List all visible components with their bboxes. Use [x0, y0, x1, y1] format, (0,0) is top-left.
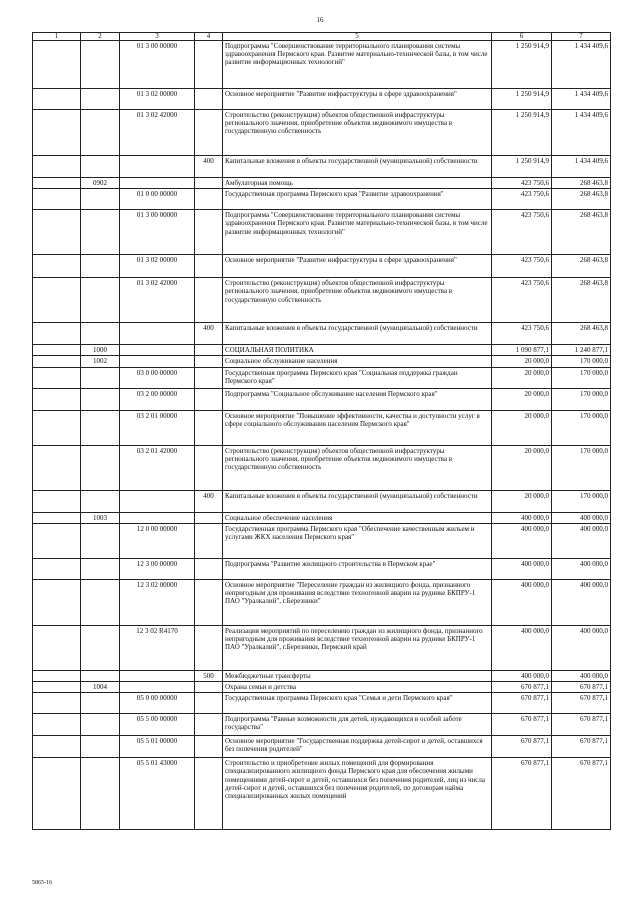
- section-code: [81, 210, 120, 255]
- amount-col7: 670 877,1: [552, 736, 611, 758]
- amount-col7: 170 000,0: [552, 356, 611, 367]
- col1-cell: [33, 736, 81, 758]
- section-code: [81, 189, 120, 210]
- section-code: [81, 156, 120, 178]
- amount-col7: 170 000,0: [552, 490, 611, 512]
- table-row: [33, 682, 611, 693]
- amount-col6: 423 750,6: [492, 178, 552, 189]
- item-name: Подпрограмма "Совершенствование территориального планирования системы здравоохранения Пермского края. Развитие материально-технической базы, в том числе развитие информационных технологий": [223, 41, 492, 89]
- amount-col7: 400 000,0: [552, 512, 611, 523]
- amount-col7: 400 000,0: [552, 579, 611, 625]
- col1-cell: [33, 714, 81, 736]
- amount-col6: 670 877,1: [492, 693, 552, 714]
- expense-type-code: [195, 512, 223, 523]
- expense-type-code: 400: [195, 323, 223, 345]
- table-row: [33, 670, 611, 681]
- col1-cell: [33, 41, 81, 89]
- item-name: Капитальные вложения в объекты государственной (муниципальной) собственности: [223, 490, 492, 512]
- item-name: Капитальные вложения в объекты государственной (муниципальной) собственности: [223, 156, 492, 178]
- col1-cell: [33, 523, 81, 558]
- target-article-code: 01 3 00 00000: [120, 210, 195, 255]
- column-header: 1: [33, 33, 81, 41]
- section-code: 1003: [81, 512, 120, 523]
- amount-col7: 170 000,0: [552, 410, 611, 445]
- item-name: Государственная программа Пермского края "Семья и дети Пермского края": [223, 693, 492, 714]
- target-article-code: 01 3 02 42000: [120, 278, 195, 323]
- col1-cell: [33, 670, 81, 681]
- table-row: [33, 512, 611, 523]
- table-row: [33, 579, 611, 625]
- amount-col6: 20 000,0: [492, 367, 552, 388]
- amount-col6: 1 250 914,9: [492, 110, 552, 156]
- amount-col6: 1 090 877,1: [492, 345, 552, 356]
- section-code: [81, 670, 120, 681]
- col1-cell: [33, 388, 81, 410]
- item-name: Социальное обеспечение населения: [223, 512, 492, 523]
- amount-col7: 1 434 409,6: [552, 41, 611, 89]
- expense-type-code: [195, 579, 223, 625]
- amount-col6: 1 250 914,9: [492, 156, 552, 178]
- target-article-code: [120, 178, 195, 189]
- amount-col7: 400 000,0: [552, 670, 611, 681]
- expense-type-code: [195, 736, 223, 758]
- item-name: Строительство и приобретение жилых помещений для формирования специализированного жилищного фонда Пермского края для обеспечения жилыми помещениями детей-сирот и детей, оставшихся без попечения родителей, лиц из числа детей-сирот и детей, оставшихся без попечения родителей, по договорам найма специализированных жилых помещений: [223, 758, 492, 830]
- section-code: [81, 758, 120, 830]
- col1-cell: [33, 278, 81, 323]
- amount-col6: 670 877,1: [492, 682, 552, 693]
- expense-type-code: [195, 682, 223, 693]
- amount-col7: 268 463,8: [552, 210, 611, 255]
- table-row: [33, 278, 611, 323]
- section-code: [81, 523, 120, 558]
- amount-col6: 20 000,0: [492, 388, 552, 410]
- col1-cell: [33, 512, 81, 523]
- amount-col6: 423 750,6: [492, 189, 552, 210]
- item-name: Основное мероприятие "Переселение граждан из жилищного фонда, признанного непригодным для проживания вследствие техногенной аварии на руднике БКПРУ-1 ПАО "Уралкалий", г.Березники": [223, 579, 492, 625]
- item-name: Капитальные вложения в объекты государственной (муниципальной) собственности: [223, 323, 492, 345]
- section-code: [81, 579, 120, 625]
- table-row: [33, 388, 611, 410]
- expense-type-code: [195, 255, 223, 278]
- expense-type-code: [195, 278, 223, 323]
- col1-cell: [33, 323, 81, 345]
- table-row: [33, 255, 611, 278]
- target-article-code: [120, 156, 195, 178]
- expense-type-code: [195, 758, 223, 830]
- table-row: [33, 625, 611, 670]
- col1-cell: [33, 89, 81, 110]
- expense-type-code: [195, 523, 223, 558]
- target-article-code: 12 3 02 00000: [120, 579, 195, 625]
- amount-col6: 20 000,0: [492, 410, 552, 445]
- column-header: 7: [552, 33, 611, 41]
- table-row: [33, 558, 611, 579]
- item-name: Подпрограмма "Развитие жилищного строительства в Пермском крае": [223, 558, 492, 579]
- section-code: [81, 388, 120, 410]
- item-name: Амбулаторная помощь: [223, 178, 492, 189]
- amount-col7: 400 000,0: [552, 558, 611, 579]
- amount-col6: 400 000,0: [492, 670, 552, 681]
- section-code: [81, 410, 120, 445]
- target-article-code: 05 0 00 00000: [120, 693, 195, 714]
- item-name: Подпрограмма "Совершенствование территориального планирования системы здравоохранения Пермского края. Развитие материально-технической базы, в том числе развитие информационных технологий": [223, 210, 492, 255]
- expense-type-code: [195, 178, 223, 189]
- target-article-code: 12 3 02 R4170: [120, 625, 195, 670]
- amount-col6: 400 000,0: [492, 523, 552, 558]
- table-row: [33, 523, 611, 558]
- table-row: [33, 156, 611, 178]
- table-row: [33, 693, 611, 714]
- col1-cell: [33, 189, 81, 210]
- amount-col7: 268 463,8: [552, 278, 611, 323]
- amount-col7: 1 434 409,6: [552, 110, 611, 156]
- item-name: Охрана семьи и детства: [223, 682, 492, 693]
- amount-col6: 400 000,0: [492, 512, 552, 523]
- section-code: [81, 490, 120, 512]
- target-article-code: 01 3 02 00000: [120, 89, 195, 110]
- col1-cell: [33, 156, 81, 178]
- expense-type-code: [195, 89, 223, 110]
- footer-code: 5865-16: [32, 880, 52, 886]
- item-name: Основное мероприятие "Развитие инфраструктуры в сфере здравоохранения": [223, 255, 492, 278]
- column-header: 4: [195, 33, 223, 41]
- amount-col7: 670 877,1: [552, 758, 611, 830]
- target-article-code: 01 0 00 00000: [120, 189, 195, 210]
- amount-col7: 1 434 409,6: [552, 89, 611, 110]
- target-article-code: [120, 323, 195, 345]
- amount-col7: 268 463,8: [552, 255, 611, 278]
- item-name: Государственная программа Пермского края "Социальная поддержка граждан Пермского края": [223, 367, 492, 388]
- table-row: [33, 189, 611, 210]
- expense-type-code: [195, 714, 223, 736]
- item-name: Социальное обслуживание населения: [223, 356, 492, 367]
- amount-col6: 400 000,0: [492, 558, 552, 579]
- amount-col6: 1 250 914,9: [492, 41, 552, 89]
- expense-type-code: [195, 367, 223, 388]
- amount-col7: 268 463,8: [552, 323, 611, 345]
- table-row: [33, 110, 611, 156]
- target-article-code: [120, 512, 195, 523]
- col1-cell: [33, 625, 81, 670]
- section-code: [81, 278, 120, 323]
- target-article-code: [120, 356, 195, 367]
- section-code: [81, 367, 120, 388]
- amount-col6: 400 000,0: [492, 625, 552, 670]
- amount-col6: 400 000,0: [492, 579, 552, 625]
- col1-cell: [33, 356, 81, 367]
- section-code: [81, 255, 120, 278]
- target-article-code: 03 2 01 00000: [120, 410, 195, 445]
- expense-type-code: [195, 41, 223, 89]
- col1-cell: [33, 345, 81, 356]
- expense-type-code: 500: [195, 670, 223, 681]
- section-code: 1000: [81, 345, 120, 356]
- amount-col6: 423 750,6: [492, 323, 552, 345]
- col1-cell: [33, 110, 81, 156]
- item-name: Межбюджетные трансферты: [223, 670, 492, 681]
- item-name: Государственная программа Пермского края "Обеспечение качественным жильем и услугами ЖКХ населения Пермского края": [223, 523, 492, 558]
- amount-col6: 423 750,6: [492, 210, 552, 255]
- col1-cell: [33, 367, 81, 388]
- amount-col6: 20 000,0: [492, 445, 552, 490]
- table-row: [33, 323, 611, 345]
- item-name: Строительство (реконструкция) объектов общественной инфраструктуры регионального значения, приобретение объектов недвижимого имущества в государственную собственность: [223, 278, 492, 323]
- section-code: 1004: [81, 682, 120, 693]
- item-name: Основное мероприятие "Развитие инфраструктуры в сфере здравоохранения": [223, 89, 492, 110]
- target-article-code: 12 0 00 00000: [120, 523, 195, 558]
- target-article-code: [120, 490, 195, 512]
- amount-col7: 1 240 877,1: [552, 345, 611, 356]
- column-header: 6: [492, 33, 552, 41]
- section-code: [81, 41, 120, 89]
- section-code: [81, 558, 120, 579]
- item-name: Строительство (реконструкция) объектов общественной инфраструктуры регионального значения, приобретение объектов недвижимого имущества в государственную собственность: [223, 110, 492, 156]
- section-code: 0902: [81, 178, 120, 189]
- table-row: [33, 445, 611, 490]
- amount-col7: 1 434 409,6: [552, 156, 611, 178]
- col1-cell: [33, 579, 81, 625]
- header-row: [33, 33, 611, 41]
- expense-type-code: [195, 345, 223, 356]
- target-article-code: 01 3 02 42000: [120, 110, 195, 156]
- section-code: [81, 625, 120, 670]
- amount-col6: 20 000,0: [492, 356, 552, 367]
- expense-type-code: [195, 693, 223, 714]
- col1-cell: [33, 445, 81, 490]
- item-name: Подпрограмма "Социальное обслуживание населения Пермского края": [223, 388, 492, 410]
- table-row: [33, 356, 611, 367]
- table-row: [33, 89, 611, 110]
- col1-cell: [33, 490, 81, 512]
- table-row: [33, 178, 611, 189]
- table-row: [33, 367, 611, 388]
- table-row: [33, 714, 611, 736]
- amount-col7: 400 000,0: [552, 625, 611, 670]
- section-code: [81, 693, 120, 714]
- amount-col7: 268 463,8: [552, 189, 611, 210]
- column-header: 3: [120, 33, 195, 41]
- col1-cell: [33, 255, 81, 278]
- expense-type-code: [195, 445, 223, 490]
- target-article-code: [120, 682, 195, 693]
- amount-col6: 423 750,6: [492, 278, 552, 323]
- amount-col7: 170 000,0: [552, 445, 611, 490]
- table-row: [33, 41, 611, 89]
- amount-col6: 1 250 914,9: [492, 89, 552, 110]
- amount-col6: 670 877,1: [492, 736, 552, 758]
- table-row: [33, 736, 611, 758]
- item-name: Подпрограмма "Равные возможности для детей, нуждающихся в особой заботе государства": [223, 714, 492, 736]
- amount-col7: 670 877,1: [552, 714, 611, 736]
- amount-col7: 400 000,0: [552, 523, 611, 558]
- amount-col6: 670 877,1: [492, 758, 552, 830]
- target-article-code: 05 5 01 00000: [120, 736, 195, 758]
- target-article-code: 05 5 00 00000: [120, 714, 195, 736]
- col1-cell: [33, 178, 81, 189]
- col1-cell: [33, 758, 81, 830]
- target-article-code: 05 5 01 43000: [120, 758, 195, 830]
- item-name: Строительство (реконструкция) объектов общественной инфраструктуры регионального значения, приобретение объектов недвижимого имущества в государственную собственность: [223, 445, 492, 490]
- amount-col6: 423 750,6: [492, 255, 552, 278]
- section-code: [81, 89, 120, 110]
- item-name: Государственная программа Пермского края "Развитие здравоохранения": [223, 189, 492, 210]
- table-row: [33, 210, 611, 255]
- expense-type-code: [195, 189, 223, 210]
- budget-table: [32, 32, 611, 830]
- section-code: 1002: [81, 356, 120, 367]
- amount-col7: 170 000,0: [552, 388, 611, 410]
- col1-cell: [33, 210, 81, 255]
- table-row: [33, 758, 611, 830]
- target-article-code: 01 3 00 00000: [120, 41, 195, 89]
- target-article-code: [120, 670, 195, 681]
- section-code: [81, 736, 120, 758]
- item-name: Реализация мероприятий по переселению граждан из жилищного фонда, признанного непригодным для проживания вследствие техногенной аварии на руднике БКПРУ-1 ПАО "Уралкалий", г.Березники, Пермский край: [223, 625, 492, 670]
- page-number: 16: [316, 16, 324, 24]
- amount-col7: 670 877,1: [552, 682, 611, 693]
- col1-cell: [33, 558, 81, 579]
- expense-type-code: 400: [195, 490, 223, 512]
- col1-cell: [33, 410, 81, 445]
- section-code: [81, 323, 120, 345]
- amount-col6: 20 000,0: [492, 490, 552, 512]
- target-article-code: 03 2 00 00000: [120, 388, 195, 410]
- item-name: Основное мероприятие "Государственная поддержка детей-сирот и детей, оставшихся без попечения родителей": [223, 736, 492, 758]
- expense-type-code: [195, 110, 223, 156]
- item-name: СОЦИАЛЬНАЯ ПОЛИТИКА: [223, 345, 492, 356]
- column-header: 2: [81, 33, 120, 41]
- section-code: [81, 714, 120, 736]
- target-article-code: 03 2 01 42000: [120, 445, 195, 490]
- expense-type-code: [195, 356, 223, 367]
- expense-type-code: [195, 558, 223, 579]
- target-article-code: 03 0 00 00000: [120, 367, 195, 388]
- amount-col7: 170 000,0: [552, 367, 611, 388]
- section-code: [81, 110, 120, 156]
- expense-type-code: [195, 210, 223, 255]
- target-article-code: [120, 345, 195, 356]
- expense-type-code: 400: [195, 156, 223, 178]
- amount-col7: 670 877,1: [552, 693, 611, 714]
- section-code: [81, 445, 120, 490]
- item-name: Основное мероприятие "Повышение эффективности, качества и доступности услуг в сфере социального обслуживания населения Пермского края": [223, 410, 492, 445]
- table-row: [33, 490, 611, 512]
- col1-cell: [33, 693, 81, 714]
- expense-type-code: [195, 625, 223, 670]
- table-row: [33, 345, 611, 356]
- expense-type-code: [195, 410, 223, 445]
- target-article-code: 01 3 02 00000: [120, 255, 195, 278]
- table-row: [33, 410, 611, 445]
- amount-col7: 268 463,8: [552, 178, 611, 189]
- col1-cell: [33, 682, 81, 693]
- target-article-code: 12 3 00 00000: [120, 558, 195, 579]
- amount-col6: 670 877,1: [492, 714, 552, 736]
- expense-type-code: [195, 388, 223, 410]
- column-header: 5: [223, 33, 492, 41]
